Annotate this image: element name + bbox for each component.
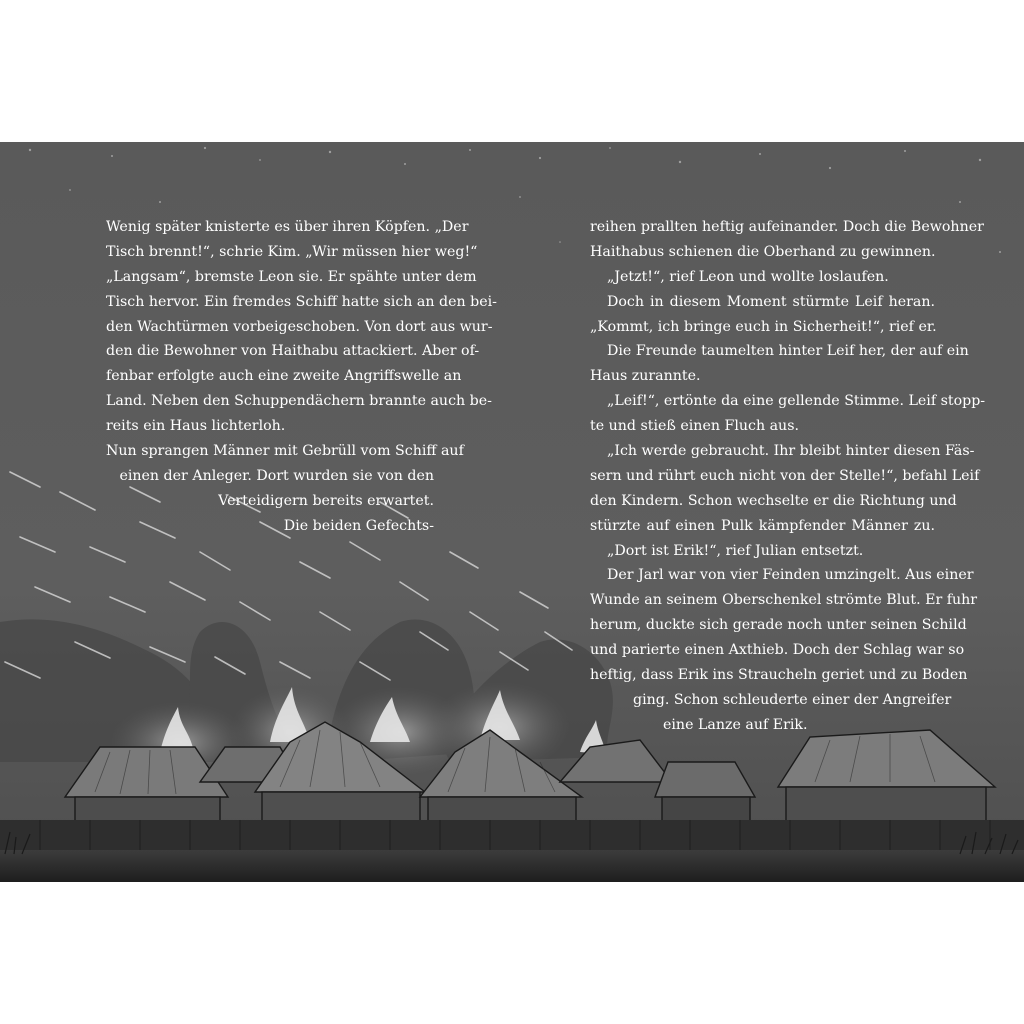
text-line: „Langsam“, bremste Leon sie. Er spähte unter dem bbox=[106, 268, 477, 285]
text-line: sern und rührt euch nicht von der Stelle!“, befahl Leif bbox=[590, 467, 980, 484]
right-text-column bbox=[590, 215, 986, 738]
text-line: „Leif!“, ertönte da eine gellende Stimme. Leif stopp- bbox=[607, 393, 986, 410]
text-line: Haus zurannte. bbox=[590, 368, 701, 385]
illustrated-spread bbox=[0, 142, 1024, 882]
text-line: fenbar erfolgte auch eine zweite Angriffswelle an bbox=[106, 368, 462, 385]
text-line: Wenig später knisterte es über ihren Köpfen. „Der bbox=[106, 219, 469, 235]
text-line: „Ich werde gebraucht. Ihr bleibt hinter diesen Fäs- bbox=[607, 443, 975, 460]
text-line: Verteidigern bereits erwartet. bbox=[218, 492, 434, 509]
text-line: eine Lanze auf Erik. bbox=[663, 716, 808, 733]
left-text-column bbox=[106, 215, 497, 539]
text-line: Tisch brennt!“, schrie Kim. „Wir müssen hier weg!“ bbox=[106, 243, 478, 260]
palisade-fence bbox=[0, 820, 1024, 852]
text-line: te und stieß einen Fluch aus. bbox=[590, 418, 799, 435]
text-line: herum, duckte sich gerade noch unter seinen Schild bbox=[590, 617, 967, 634]
text-line: Der Jarl war von vier Feinden umzingelt. Aus einer bbox=[607, 567, 974, 584]
text-line: den die Bewohner von Haithabu attackiert. Aber of- bbox=[106, 343, 480, 360]
text-line: reits ein Haus lichterloh. bbox=[106, 418, 286, 435]
text-line: Doch in diesem Moment stürmte Leif heran. bbox=[607, 293, 935, 310]
text-line: „Dort ist Erik!“, rief Julian entsetzt. bbox=[607, 542, 864, 559]
text-line: Nun sprangen Männer mit Gebrüll vom Schiff auf bbox=[106, 443, 464, 460]
text-line: „Jetzt!“, rief Leon und wollte loslaufen. bbox=[607, 268, 889, 285]
text-line: und parierte einen Axthieb. Doch der Schlag war so bbox=[590, 642, 965, 659]
text-line: Wunde an seinem Oberschenkel strömte Blut. Er fuhr bbox=[590, 592, 978, 609]
text-line: den Wachtürmen vorbeigeschoben. Von dort aus wur- bbox=[106, 318, 493, 335]
ground bbox=[0, 850, 1024, 882]
text-line: reihen prallten heftig aufeinander. Doch die Bewohner bbox=[590, 219, 984, 235]
text-line: Land. Neben den Schuppendächern brannte auch be- bbox=[106, 393, 492, 410]
text-line: stürzte auf einen Pulk kämpfender Männer zu. bbox=[590, 517, 935, 534]
text-line: Haithabus schienen die Oberhand zu gewinnen. bbox=[590, 243, 936, 260]
text-line: Die beiden Gefechts- bbox=[283, 517, 434, 534]
text-line: ging. Schon schleuderte einer der Angreifer bbox=[633, 691, 952, 708]
text-line: Die Freunde taumelten hinter Leif her, der auf ein bbox=[607, 343, 969, 360]
text-line: „Kommt, ich bringe euch in Sicherheit!“, rief er. bbox=[590, 318, 937, 335]
text-line: Tisch hervor. Ein fremdes Schiff hatte sich an den bei- bbox=[106, 293, 497, 310]
text-line: heftig, dass Erik ins Straucheln geriet und zu Boden bbox=[590, 667, 968, 684]
text-line: den Kindern. Schon wechselte er die Richtung und bbox=[590, 492, 957, 509]
text-line: einen der Anleger. Dort wurden sie von den bbox=[119, 467, 434, 484]
